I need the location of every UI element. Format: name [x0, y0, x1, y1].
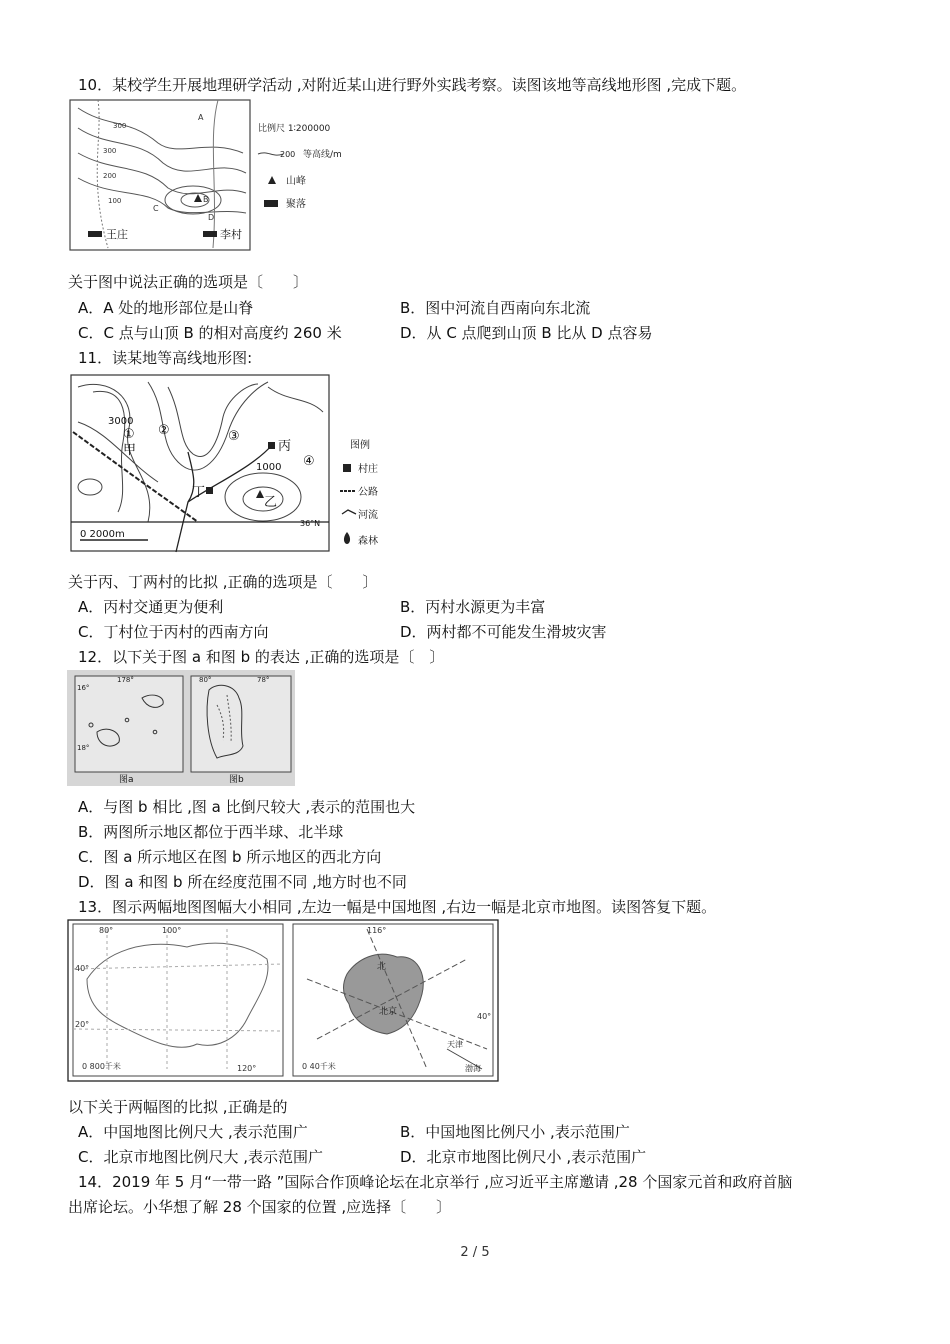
svg-text:北京: 北京 — [379, 1007, 398, 1017]
q12-stem: 12．以下关于图 a 和图 b 的表达 ,正确的选项是〔 〕 — [78, 648, 445, 666]
svg-text:村庄: 村庄 — [358, 464, 378, 475]
peak-icon — [194, 194, 202, 202]
svg-text:③: ③ — [228, 429, 240, 444]
svg-text:A: A — [198, 113, 204, 122]
q12-option-c[interactable]: C．图 a 所示地区在图 b 所示地区的西北方向 — [78, 848, 382, 866]
svg-text:公路: 公路 — [358, 487, 378, 498]
svg-text:丙: 丙 — [278, 439, 292, 454]
svg-text:甲: 甲 — [123, 443, 137, 458]
q10-option-b[interactable]: B．图中河流自西南向东北流 — [400, 299, 591, 317]
q11-option-c[interactable]: C．丁村位于丙村的西南方向 — [78, 623, 269, 641]
svg-text:图例: 图例 — [350, 440, 370, 451]
q11-contour-map — [68, 372, 390, 554]
svg-text:①: ① — [123, 427, 135, 442]
q10-stem: 10．某校学生开展地理研学活动 ,对附近某山进行野外实践考察。读图该地等高线地形图 ,完成下题。 — [78, 76, 747, 94]
svg-text:②: ② — [158, 423, 170, 438]
svg-text:④: ④ — [303, 454, 315, 469]
svg-text:20°: 20° — [75, 1020, 90, 1029]
svg-text:80°: 80° — [99, 926, 114, 935]
q11-stem: 11．读某地等高线地形图: — [78, 349, 253, 367]
svg-text:120°: 120° — [237, 1064, 257, 1073]
q11-option-d[interactable]: D．两村都不可能发生滑坡灾害 — [400, 623, 607, 641]
svg-text:0 800千米: 0 800千米 — [82, 1062, 121, 1071]
svg-text:图a: 图a — [119, 775, 134, 785]
q13-option-b[interactable]: B．中国地图比例尺小 ,表示范围广 — [400, 1123, 630, 1141]
svg-text:森林: 森林 — [358, 536, 378, 547]
q10-option-c[interactable]: C．C 点与山顶 B 的相对高度约 260 米 — [78, 324, 342, 342]
svg-text:天津: 天津 — [447, 1040, 463, 1049]
svg-text:300: 300 — [113, 122, 127, 130]
svg-text:18°: 18° — [77, 744, 90, 752]
svg-text:北: 北 — [377, 962, 387, 972]
svg-text:16°: 16° — [77, 684, 90, 692]
village-icon — [268, 442, 275, 449]
page-number: 2 / 5 — [460, 1245, 490, 1260]
peak-icon — [256, 490, 264, 498]
q13-maps — [67, 919, 499, 1082]
q12-option-b[interactable]: B．两图所示地区都位于西半球、北半球 — [78, 823, 344, 841]
settlement-icon — [88, 231, 102, 237]
q10-question: 关于图中说法正确的选项是〔 〕 — [68, 273, 309, 291]
svg-text:王庄: 王庄 — [106, 228, 128, 241]
forest-legend-icon — [344, 532, 350, 544]
svg-text:渤海: 渤海 — [465, 1064, 481, 1073]
q10-option-a[interactable]: A．A 处的地形部位是山脊 — [78, 299, 254, 317]
svg-text:等高线/m: 等高线/m — [303, 150, 342, 160]
q13-stem: 13．图示两幅地图图幅大小相同 ,左边一幅是中国地图 ,右边一幅是北京市地图。读图答复下题。 — [78, 898, 717, 916]
svg-text:36°N: 36°N — [300, 519, 321, 528]
svg-text:图b: 图b — [229, 775, 244, 785]
svg-text:0 40千米: 0 40千米 — [302, 1062, 336, 1071]
q10-contour-map — [68, 98, 368, 253]
q14-line2: 出席论坛。小华想了解 28 个国家的位置 ,应选择〔 〕 — [68, 1198, 452, 1216]
q13-option-a[interactable]: A．中国地图比例尺大 ,表示范围广 — [78, 1123, 308, 1141]
q10-option-d[interactable]: D．从 C 点爬到山顶 B 比从 D 点容易 — [400, 324, 653, 342]
q11-option-b[interactable]: B．丙村水源更为丰富 — [400, 598, 546, 616]
svg-text:178°: 178° — [117, 676, 134, 684]
svg-text:300: 300 — [103, 147, 117, 155]
svg-text:100°: 100° — [162, 926, 182, 935]
svg-text:200: 200 — [280, 150, 296, 159]
svg-text:3000: 3000 — [108, 416, 134, 427]
svg-text:100: 100 — [108, 197, 122, 205]
svg-text:聚落: 聚落 — [286, 199, 306, 210]
q11-option-a[interactable]: A．丙村交通更为便利 — [78, 598, 224, 616]
settlement-legend-icon — [264, 200, 278, 207]
svg-text:0 2000m: 0 2000m — [80, 529, 125, 540]
river-legend-icon — [342, 510, 356, 514]
q13-option-c[interactable]: C．北京市地图比例尺大 ,表示范围广 — [78, 1148, 324, 1166]
svg-text:乙: 乙 — [264, 495, 278, 510]
svg-text:116°: 116° — [367, 926, 387, 935]
svg-text:1000: 1000 — [256, 462, 282, 473]
q12-option-d[interactable]: D．图 a 和图 b 所在经度范围不同 ,地方时也不同 — [78, 873, 407, 891]
q14-line1: 14．2019 年 5 月“一带一路 ”国际合作顶峰论坛在北京举行 ,应习近平主席邀请 ,28 个国家元首和政府首脑 — [78, 1173, 793, 1191]
q13-option-d[interactable]: D．北京市地图比例尺小 ,表示范围广 — [400, 1148, 647, 1166]
svg-text:40°: 40° — [75, 964, 90, 973]
q12-option-a[interactable]: A．与图 b 相比 ,图 a 比倒尺较大 ,表示的范围也大 — [78, 798, 416, 816]
svg-text:78°: 78° — [257, 676, 270, 684]
q13-question: 以下关于两幅图的比拟 ,正确是的 — [68, 1098, 288, 1116]
svg-text:比例尺 1∶200000: 比例尺 1∶200000 — [258, 124, 331, 134]
peak-legend-icon — [268, 176, 276, 184]
village-icon — [206, 487, 213, 494]
q12-maps — [67, 670, 295, 786]
svg-text:李村: 李村 — [220, 228, 242, 241]
svg-text:山峰: 山峰 — [286, 176, 306, 187]
village-legend-icon — [343, 464, 351, 472]
svg-text:D: D — [208, 213, 215, 222]
settlement-icon — [203, 231, 217, 237]
q11-question: 关于丙、丁两村的比拟 ,正确的选项是〔 〕 — [68, 573, 378, 591]
svg-text:丁: 丁 — [192, 485, 206, 500]
svg-text:河流: 河流 — [358, 510, 378, 521]
svg-text:B: B — [203, 195, 209, 204]
svg-text:200: 200 — [103, 172, 117, 180]
svg-text:C: C — [153, 204, 159, 213]
svg-text:80°: 80° — [199, 676, 212, 684]
svg-text:40°: 40° — [477, 1012, 492, 1021]
